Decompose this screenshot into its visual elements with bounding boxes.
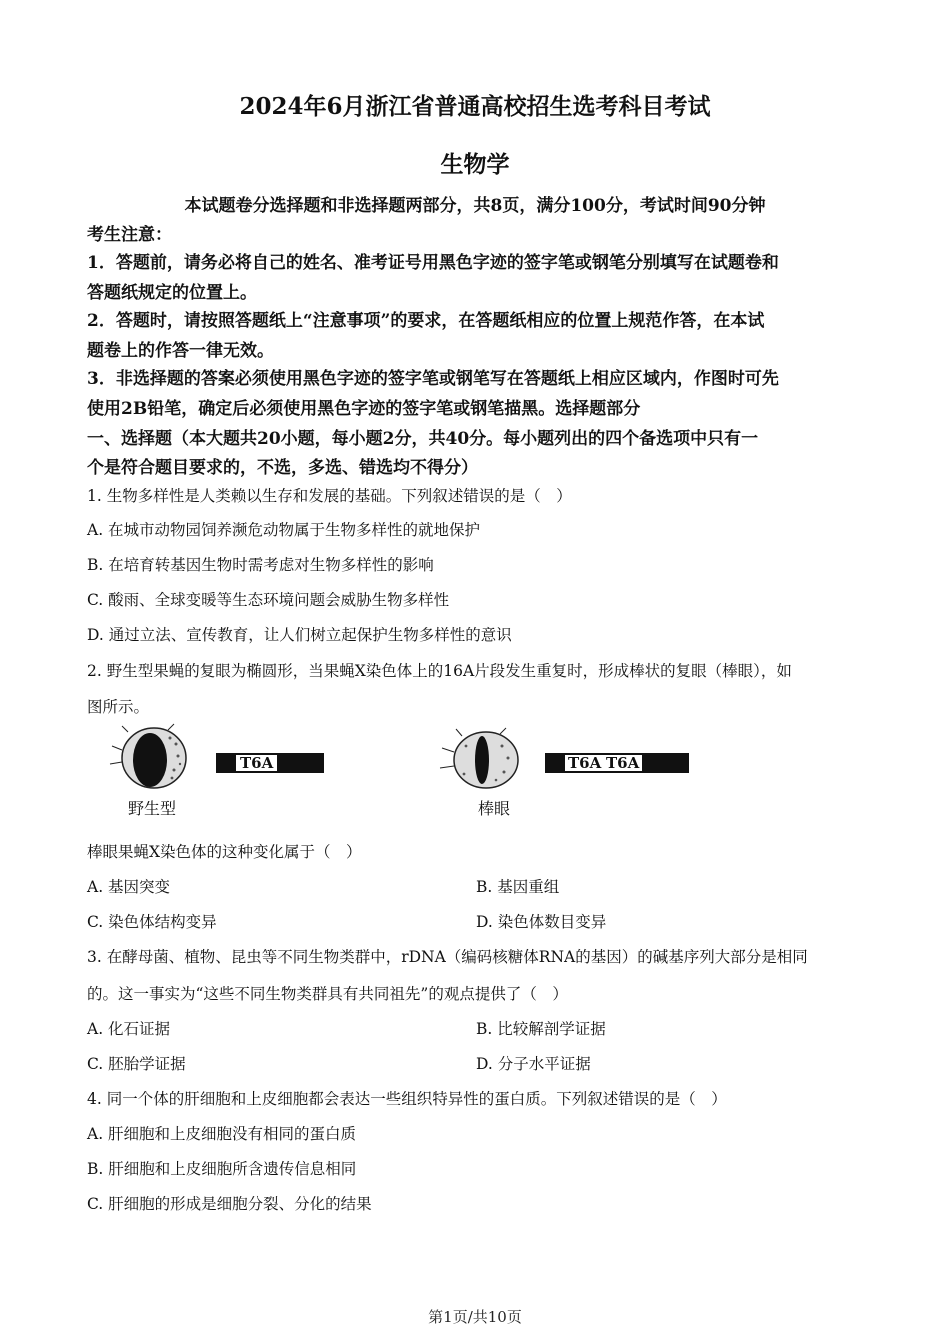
q4-option-b: B. 肝细胞和上皮细胞所含遗传信息相同 — [87, 1160, 357, 1178]
q1-option-c: C. 酸雨、全球变暖等生态环境问题会威胁生物多样性 — [87, 591, 450, 609]
wild-type-eye-illustration — [108, 722, 198, 792]
q4-option-c: C. 肝细胞的形成是细胞分裂、分化的结果 — [87, 1195, 372, 1213]
wild-type-caption: 野生型 — [128, 799, 177, 818]
segment-16a-label: T6A — [565, 755, 604, 771]
notice-line: 3．非选择题的答案必须使用黑色字迹的签字笔或钢笔写在答题纸上相应区域内，作图时可先 — [87, 369, 779, 389]
q2-option-d: D. 染色体数目变异 — [476, 913, 607, 931]
q2-option-b: B. 基因重组 — [476, 878, 560, 896]
q2-stem: 2. 野生型果蝇的复眼为椭圆形，当果蝇X染色体上的16A片段发生重复时，形成棒状的复眼（棒眼），如 — [87, 662, 792, 680]
q1-option-d: D. 通过立法、宣传教育，让人们树立起保护生物多样性的意识 — [87, 626, 512, 644]
q2-question: 棒眼果蝇X染色体的这种变化属于（ ） — [87, 843, 362, 861]
bar-eye-illustration — [436, 726, 526, 792]
section-heading: 个是符合题目要求的，不选，多选、错选均不得分） — [87, 458, 478, 478]
q2-option-a: A. 基因突变 — [87, 878, 171, 896]
q3-option-c: C. 胚胎学证据 — [87, 1055, 186, 1073]
segment-16a-label-duplicate: T6A — [603, 755, 642, 771]
q1-stem: 1. 生物多样性是人类赖以生存和发展的基础。下列叙述错误的是（ ） — [87, 487, 572, 505]
q3-option-d: D. 分子水平证据 — [476, 1055, 591, 1073]
q3-option-a: A. 化石证据 — [87, 1020, 171, 1038]
bar-eye-caption: 棒眼 — [478, 799, 511, 818]
notice-line: 1．答题前，请务必将自己的姓名、准考证号用黑色字迹的签字笔或钢笔分别填写在试题卷和 — [87, 253, 779, 273]
wild-type-chromosome-bar — [216, 753, 324, 773]
notice-line: 答题纸规定的位置上。 — [87, 283, 257, 303]
fruit-fly-eye-figure — [108, 722, 728, 822]
notice-heading: 考生注意： — [87, 225, 172, 245]
exam-intro: 本试题卷分选择题和非选择题两部分，共8页，满分100分，考试时间90分钟 — [184, 196, 766, 216]
q3-stem: 的。这一事实为“这些不同生物类群具有共同祖先”的观点提供了（ ） — [87, 985, 568, 1003]
q3-stem: 3. 在酵母菌、植物、昆虫等不同生物类群中，rDNA（编码核糖体RNA的基因）的碱基序列大部分是相同 — [87, 948, 808, 966]
subject-title: 生物学 — [440, 151, 510, 178]
q1-option-b: B. 在培育转基因生物时需考虑对生物多样性的影响 — [87, 556, 434, 574]
notice-line: 2．答题时，请按照答题纸上“注意事项”的要求，在答题纸相应的位置上规范作答，在本试 — [87, 311, 765, 331]
exam-title: 2024年6月浙江省普通高校招生选考科目考试 — [239, 93, 711, 120]
q2-stem: 图所示。 — [87, 698, 150, 716]
q4-option-a: A. 肝细胞和上皮细胞没有相同的蛋白质 — [87, 1125, 357, 1143]
q3-option-b: B. 比较解剖学证据 — [476, 1020, 606, 1038]
q2-option-c: C. 染色体结构变异 — [87, 913, 217, 931]
segment-16a-label: T6A — [236, 755, 277, 771]
page-number: 第1页/共10页 — [428, 1308, 522, 1326]
q1-option-a: A. 在城市动物园饲养濒危动物属于生物多样性的就地保护 — [87, 521, 481, 539]
bar-eye-chromosome-bar — [545, 753, 689, 773]
notice-line: 题卷上的作答一律无效。 — [87, 341, 274, 361]
q4-stem: 4. 同一个体的肝细胞和上皮细胞都会表达一些组织特异性的蛋白质。下列叙述错误的是（ ） — [87, 1090, 727, 1108]
section-heading: 一、选择题（本大题共20小题，每小题2分，共40分。每小题列出的四个备选项中只有一 — [87, 429, 759, 449]
notice-line: 使用2B铅笔，确定后必须使用黑色字迹的签字笔或钢笔描黑。选择题部分 — [87, 399, 641, 419]
